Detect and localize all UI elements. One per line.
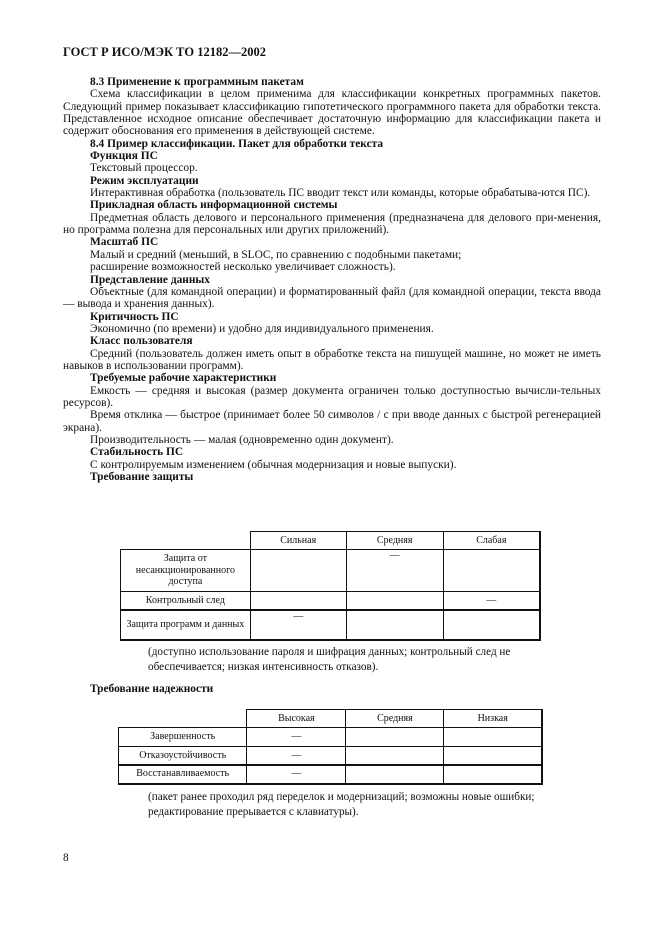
section-heading: Представление данных: [90, 273, 210, 286]
table-cell: —: [247, 728, 346, 747]
paragraph: Средний (пользователь должен иметь опыт в обработке текста на пишущей машине, но может не иметь навыков в использовании программ).: [63, 347, 601, 372]
row-label: Контрольный след: [121, 592, 251, 610]
row-label: Защита программ и данных: [121, 610, 251, 640]
empty-corner-cell: [119, 710, 247, 728]
table-cell: [250, 592, 346, 610]
section-heading: Стабильность ПС: [90, 446, 184, 459]
table-cell: —: [247, 765, 346, 784]
table-cell: —: [250, 610, 346, 640]
column-header: Средняя: [346, 532, 443, 550]
row-label: Восстанавливаемость: [119, 765, 247, 784]
column-header: Высокая: [247, 710, 346, 728]
column-header: Сильная: [250, 532, 346, 550]
security-table: [120, 531, 541, 641]
table-cell: [346, 610, 443, 640]
section-heading: Режим эксплуатации: [90, 174, 199, 187]
table-row: [121, 550, 541, 592]
table-cell: —: [247, 747, 346, 765]
reliability-table: [118, 709, 543, 785]
section-heading: 8.3 Применение к программным пакетам: [90, 76, 304, 88]
paragraph: Интерактивная обработка (пользователь ПС вводит текст или команды, которые обрабатыва-ются ПС).: [90, 187, 591, 200]
table-cell: [444, 747, 542, 765]
table-row: [121, 610, 541, 640]
paragraph: Объектные (для командной операции) и форматированный файл (для командной операции, текста ввода — вывода и хранения данных).: [63, 285, 601, 311]
table-cell: [346, 592, 443, 610]
section-heading: Функция ПС: [90, 150, 158, 163]
row-label: Защита от несанкционированного доступа: [121, 550, 251, 592]
paragraph: Малый и средний (меньший, в SLOC, по сравнению с подобными пакетами;: [90, 248, 462, 261]
table-row: [119, 765, 543, 784]
table-row: [121, 592, 541, 610]
page-number: 8: [63, 852, 69, 864]
paragraph: Емкость — средняя и высокая (размер документа ограничен только доступностью вычисли-тельных ресурсов).: [63, 384, 601, 409]
reliability-heading: Требование надежности: [90, 683, 214, 695]
document-header: ГОСТ Р ИСО/МЭК ТО 12182—2002: [63, 45, 266, 59]
section-heading: Требуемые рабочие характеристики: [90, 372, 277, 385]
empty-corner-cell: [121, 532, 251, 550]
table-cell: [346, 765, 444, 784]
paragraph: Экономично (по времени) и удобно для индивидуального применения.: [90, 322, 434, 335]
paragraph: С контролируемым изменением (обычная модернизация и новые выпуски).: [90, 458, 457, 471]
column-header: Слабая: [443, 532, 540, 550]
table-cell: [346, 747, 444, 765]
document-body: [63, 76, 601, 483]
column-header: Низкая: [444, 710, 542, 728]
table-cell: [250, 550, 346, 592]
table-cell: [444, 765, 542, 784]
paragraph: Предметная область делового и персонального применения (предназначена для делового при-менения, но программа полезна для персональных или других приложений).: [63, 211, 601, 237]
paragraph: Схема классификации в целом применима для классификации конкретных программных пакетов. Следующий пример показывает классификацию гипотетического программного пакета для обработки текста. Представленное исходное описание обеспечивает достаточную информацию для классификации пакета и содержит обоснования его применения в действующей системе.: [63, 88, 601, 138]
paragraph: расширение возможностей несколько увеличивает сложность).: [90, 261, 396, 274]
table-row: [119, 728, 543, 747]
table-cell: [346, 728, 444, 747]
column-header: Средняя: [346, 710, 444, 728]
table-row: [119, 747, 543, 765]
row-label: Завершенность: [119, 728, 247, 747]
reliability-note: (пакет ранее проходил ряд переделок и модернизаций; возможны новые ошибки; редактирование прерывается с клавиатуры).: [148, 791, 535, 818]
table-cell: —: [346, 550, 443, 592]
section-heading: Критичность ПС: [90, 310, 179, 323]
table-cell: —: [443, 592, 540, 610]
paragraph: Текстовый процессор.: [90, 162, 198, 175]
table-cell: [443, 610, 540, 640]
section-heading: Требование защиты: [90, 471, 194, 483]
section-heading: Класс пользователя: [90, 335, 193, 348]
security-note: (доступно использование пароля и шифрация данных; контрольный след не обеспечивается; низкая интенсивность отказов).: [148, 646, 511, 673]
table-cell: [443, 550, 540, 592]
section-heading: Масштаб ПС: [90, 236, 159, 249]
paragraph: Производительность — малая (одновременно один документ).: [90, 433, 394, 446]
row-label: Отказоустойчивость: [119, 747, 247, 765]
section-heading: 8.4 Пример классификации. Пакет для обработки текста: [90, 137, 384, 150]
section-heading: Прикладная область информационной системы: [90, 199, 338, 212]
paragraph: Время отклика — быстрое (принимает более 50 символов / с при вводе данных с быстрой регенерацией экрана).: [63, 409, 601, 434]
table-cell: [444, 728, 542, 747]
